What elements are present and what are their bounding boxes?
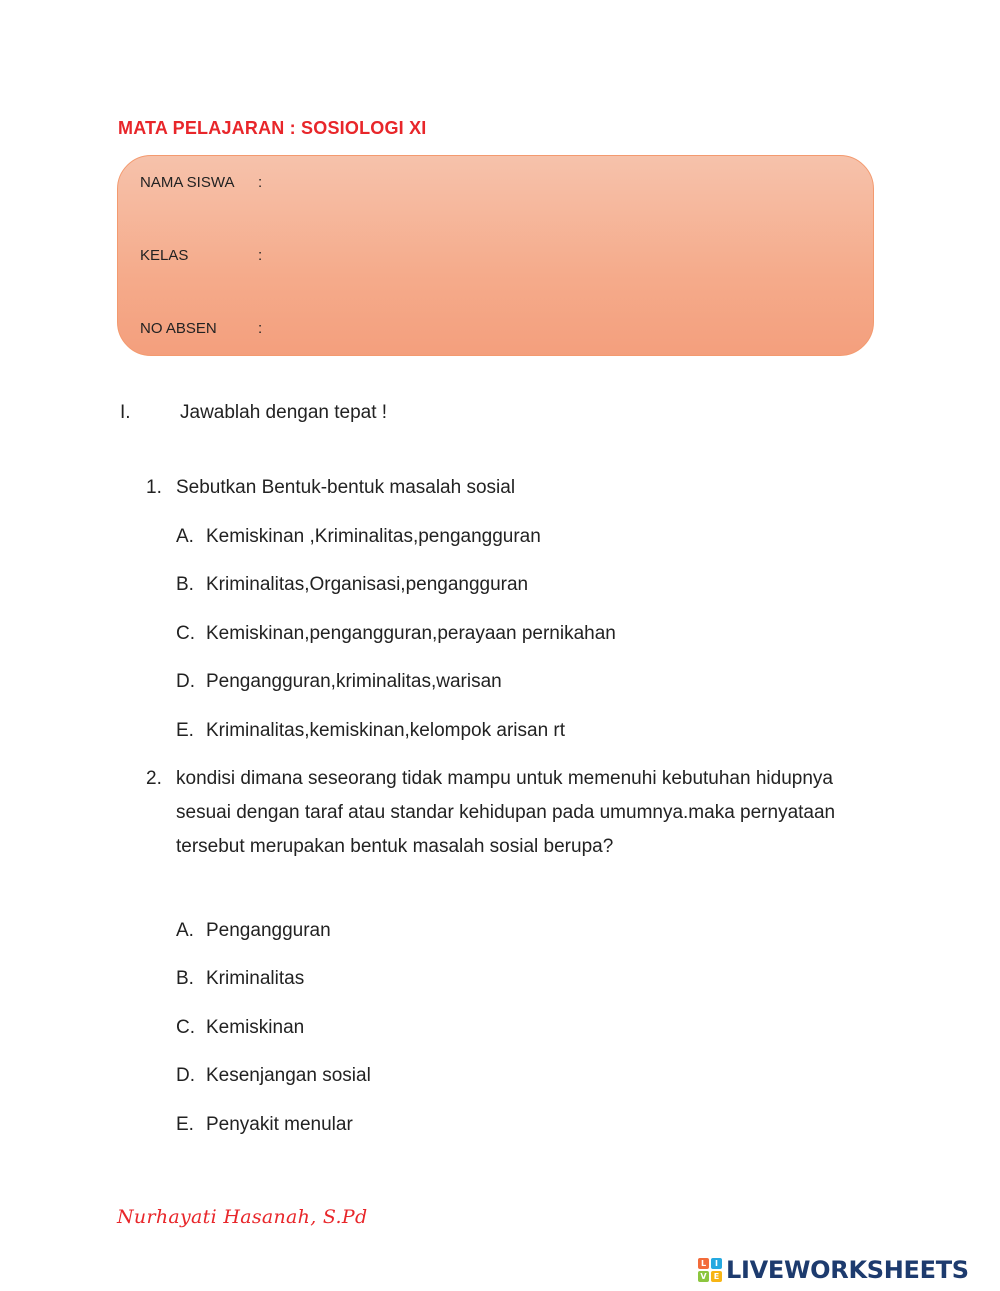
- question-number: 1.: [146, 477, 162, 498]
- logo-blocks-icon: [698, 1258, 722, 1282]
- option-text: Pengangguran: [206, 920, 331, 941]
- option-text: Kemiskinan ,Kriminalitas,pengangguran: [206, 526, 541, 547]
- question-text-line-1: kondisi dimana seseorang tidak mampu untuk memenuhi kebutuhan hidupnya: [176, 768, 833, 789]
- logo-block-e: E: [711, 1271, 722, 1282]
- section-number: I.: [120, 402, 131, 423]
- question-1-option-b[interactable]: [176, 574, 528, 596]
- question-2-option-d[interactable]: [176, 1065, 371, 1087]
- option-letter: B.: [176, 968, 194, 989]
- class-row: [140, 247, 262, 264]
- section-instruction: Jawablah dengan tepat !: [180, 402, 388, 423]
- question-2-option-a[interactable]: [176, 920, 331, 942]
- option-text: Kriminalitas,Organisasi,pengangguran: [206, 574, 529, 595]
- student-name-row: [140, 174, 262, 191]
- section-heading: [120, 402, 387, 424]
- liveworksheets-logo: [698, 1254, 969, 1286]
- option-letter: B.: [176, 574, 194, 595]
- option-letter: C.: [176, 623, 195, 644]
- question-text: Sebutkan Bentuk-bentuk masalah sosial: [176, 477, 516, 498]
- subject-title: MATA PELAJARAN : SOSIOLOGI XI: [118, 118, 427, 138]
- question-number: 2.: [146, 768, 162, 789]
- question-1-option-c[interactable]: [176, 623, 616, 645]
- student-info-box: [117, 155, 874, 356]
- option-text: Kriminalitas,kemiskinan,kelompok arisan rt: [206, 720, 566, 741]
- logo-block-i: I: [711, 1258, 722, 1269]
- question-1-option-a[interactable]: [176, 526, 541, 548]
- class-label: KELAS: [140, 247, 189, 264]
- option-letter: E.: [176, 1114, 194, 1135]
- brand-wordmark: LIVEWORKSHEETS: [726, 1256, 969, 1284]
- logo-block-v: V: [698, 1271, 709, 1282]
- option-letter: A.: [176, 526, 194, 547]
- absence-number-row: [140, 320, 262, 337]
- option-letter: D.: [176, 1065, 195, 1086]
- question-2-option-b[interactable]: [176, 968, 304, 990]
- option-letter: E.: [176, 720, 194, 741]
- absence-number-label: NO ABSEN: [140, 320, 217, 337]
- class-colon: :: [258, 247, 263, 264]
- logo-block-l: L: [698, 1258, 709, 1269]
- question-text-line-2: sesuai dengan taraf atau standar kehidupan pada umumnya.maka pernyataan: [176, 802, 836, 823]
- question-2-option-e[interactable]: [176, 1114, 353, 1136]
- question-text-line-3: tersebut merupakan bentuk masalah sosial berupa?: [176, 836, 614, 857]
- option-text: Penyakit menular: [206, 1114, 353, 1135]
- question-2-option-c[interactable]: [176, 1017, 304, 1039]
- option-text: Kemiskinan: [206, 1017, 305, 1038]
- question-1-option-d[interactable]: [176, 671, 502, 693]
- student-name-label: NAMA SISWA: [140, 174, 235, 191]
- option-text: Kemiskinan,pengangguran,perayaan pernikahan: [206, 623, 616, 644]
- student-name-colon: :: [258, 174, 263, 191]
- author-signature: Nurhayati Hasanah, S.Pd: [117, 1206, 368, 1228]
- option-text: Pengangguran,kriminalitas,warisan: [206, 671, 502, 692]
- absence-number-colon: :: [258, 320, 263, 337]
- option-letter: D.: [176, 671, 195, 692]
- option-letter: C.: [176, 1017, 195, 1038]
- question-1-option-e[interactable]: [176, 720, 565, 742]
- option-text: Kriminalitas: [206, 968, 305, 989]
- option-text: Kesenjangan sosial: [206, 1065, 371, 1086]
- option-letter: A.: [176, 920, 194, 941]
